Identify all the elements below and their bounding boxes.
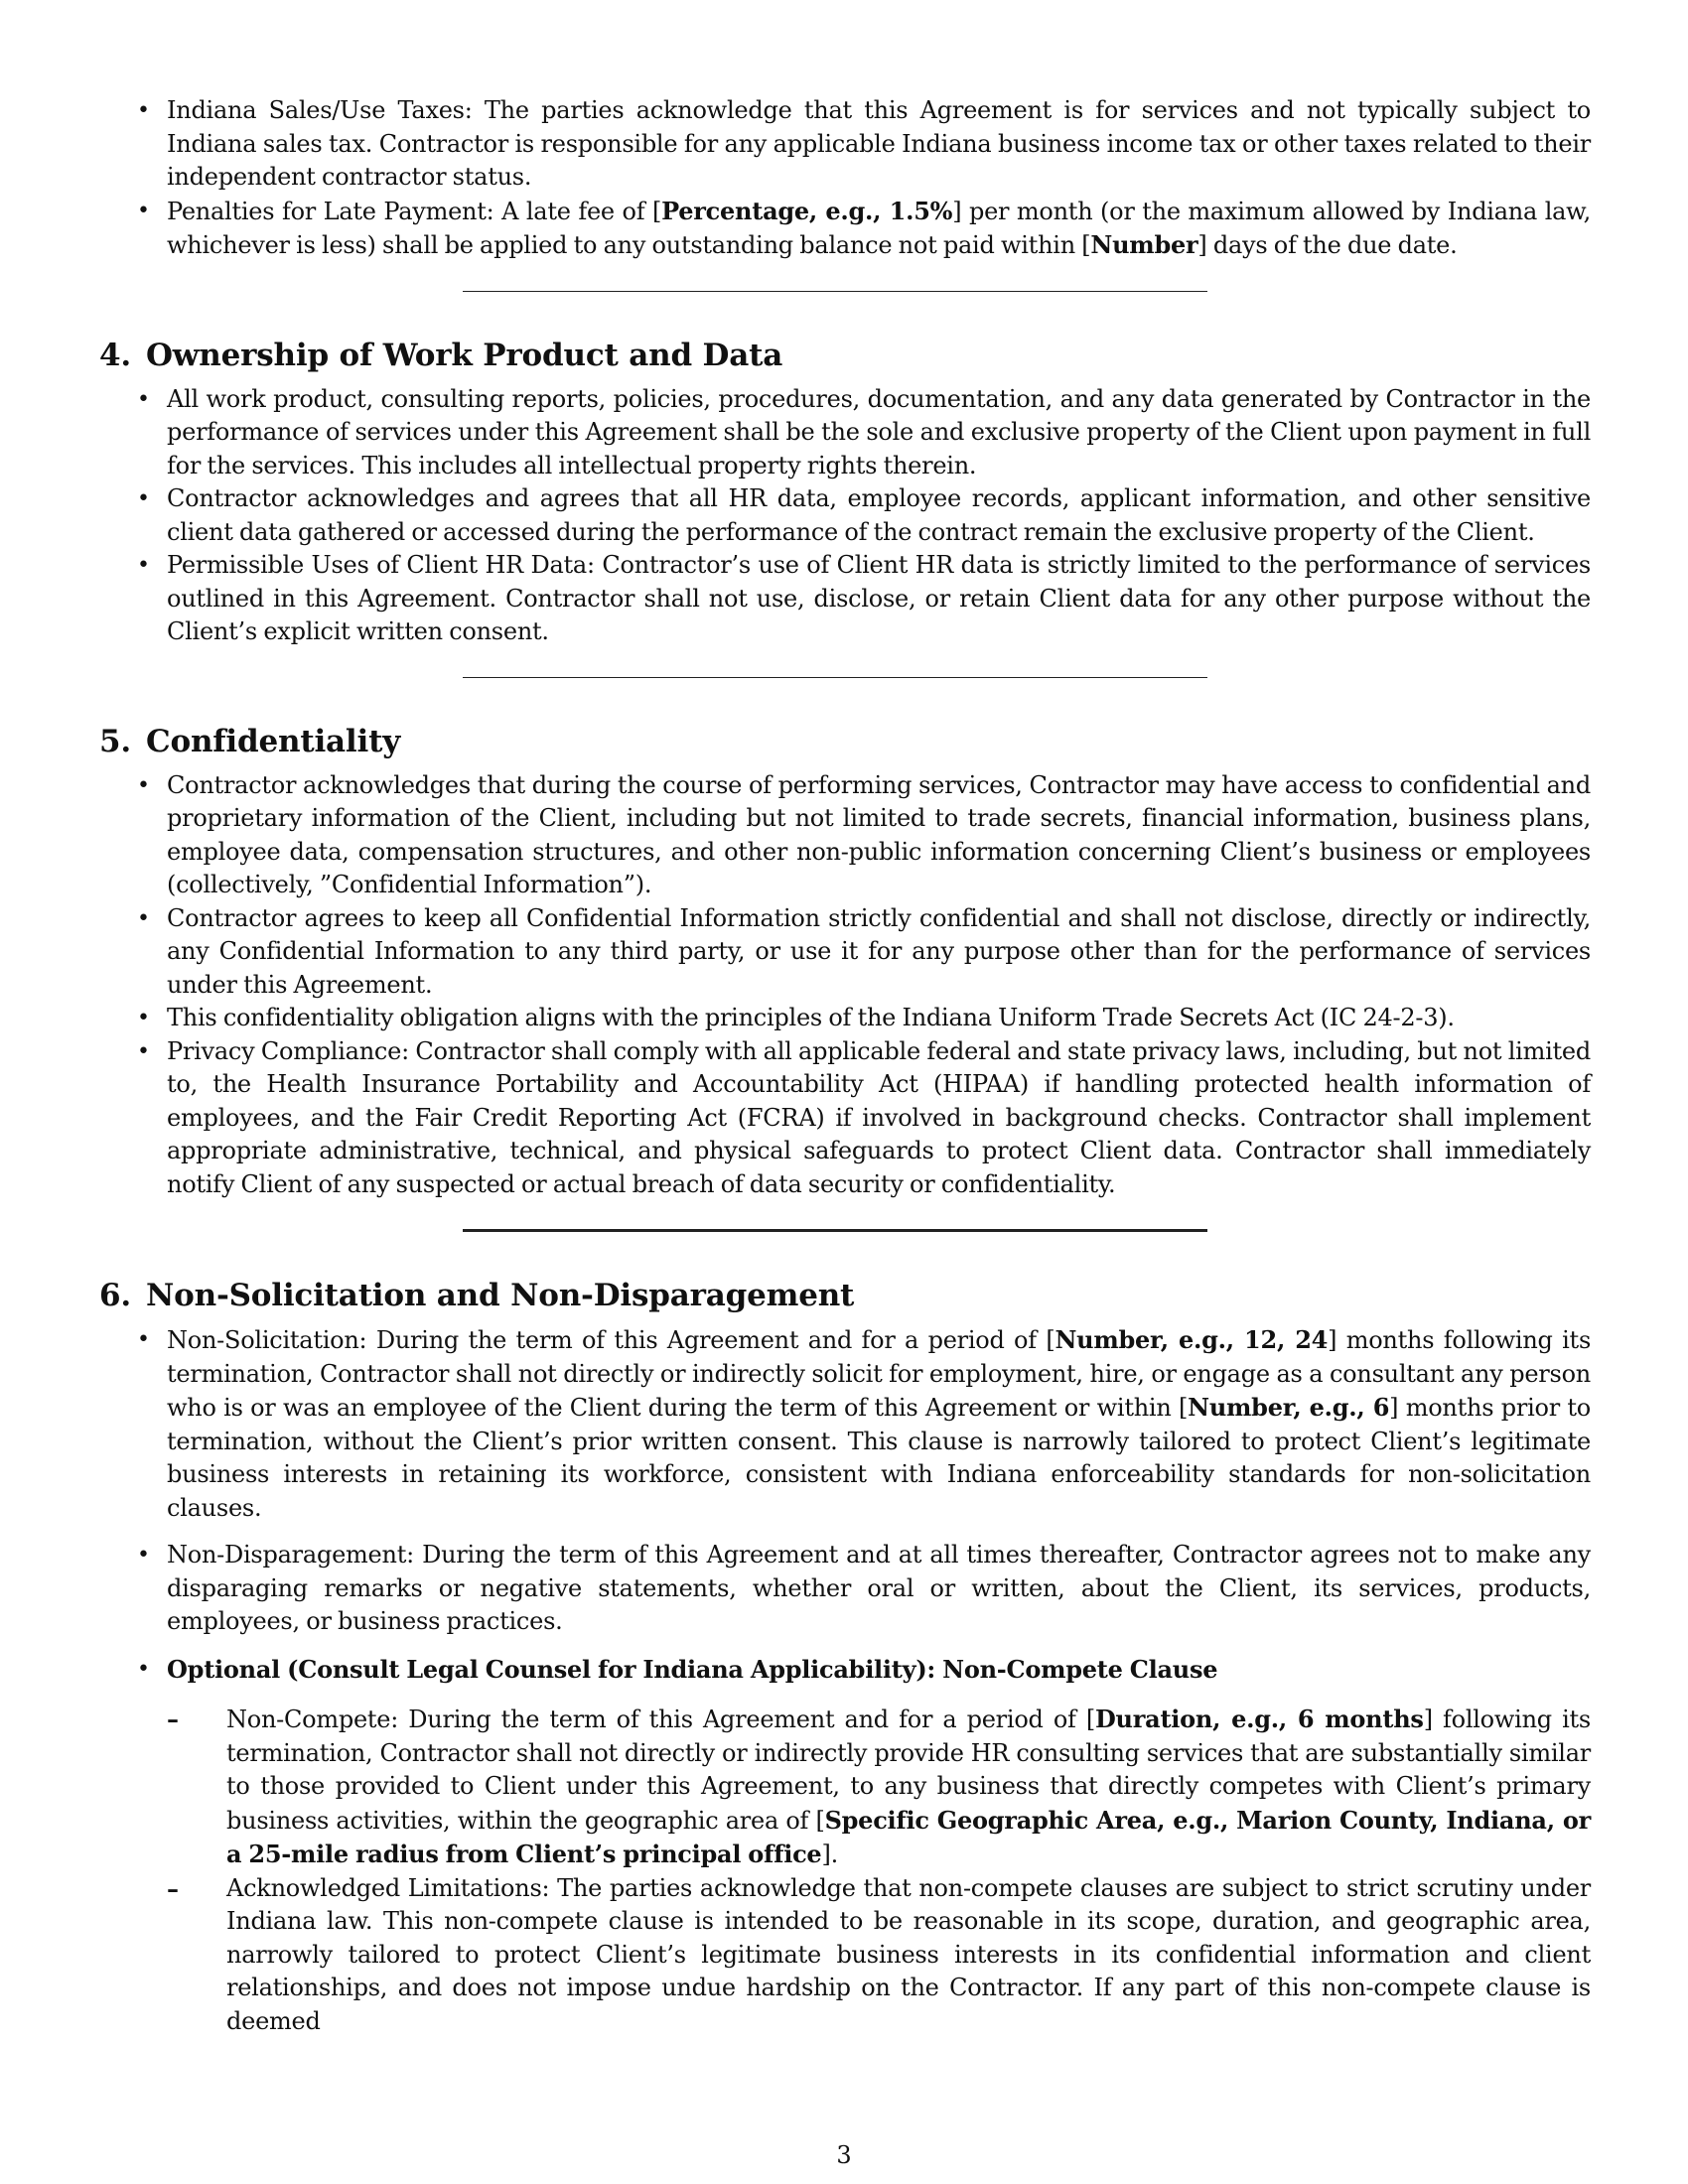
list-item-sales-use-taxes: [99, 94, 1591, 195]
list-item: • Contractor agrees to keep all Confidential Information strictly confidential and shall not disclose, directly or indirectly, any Confidential Information to any third party, or use it for any purpose other than for the performance of services under this Agreement.: [99, 902, 1591, 1003]
list-item: • Contractor acknowledges and agrees that all HR data, employee records, applicant information, and other sensitive client data gathered or accessed during the performance of the contract remain the exclusive property of the Client.: [99, 482, 1591, 549]
list-item: • This confidentiality obligation aligns with the principles of the Indiana Uniform Trade Secrets Act (IC 24-2-3).: [99, 1002, 1591, 1035]
list-item: • Privacy Compliance: Contractor shall comply with all applicable federal and state privacy laws, including, but not limited to, the Health Insurance Portability and Accountability Act (HIPAA) if handling protected health information of employees, and the Fair Credit Reporting Act (FCRA) if involved in background checks. Contractor shall implement appropriate administrative, technical, and physical safeguards to protect Client data. Contractor shall immediately notify Client of any suspected or actual breach of data security or confidentiality.: [99, 1035, 1591, 1202]
section-3-tail-list: [99, 94, 1591, 263]
item-text: Penalties for Late Payment: A late fee of [: [167, 197, 662, 225]
section-number: 6.: [99, 1278, 131, 1313]
sublist-item-non-compete: [167, 1703, 1591, 1872]
section-heading-4: [99, 336, 1591, 375]
section-divider: [463, 291, 1207, 292]
placeholder-number: Number: [1090, 230, 1198, 259]
placeholder-geographic-area: Specific Geographic Area, e.g., Marion County, Indiana, or a 25-mile radius from Client’s principal office: [226, 1805, 1591, 1868]
section-title: Ownership of Work Product and Data: [146, 337, 783, 373]
section-divider: [463, 677, 1207, 678]
list-item-non-compete: [99, 1653, 1591, 2039]
placeholder-duration: Duration, e.g., 6 months: [1094, 1705, 1424, 1733]
section-divider: [463, 1229, 1207, 1232]
item-text: Non-Solicitation: During the term of this Agreement and for a period of [: [167, 1326, 1055, 1354]
list-item-non-solicitation: [99, 1323, 1591, 1525]
item-text: ].: [821, 1841, 838, 1868]
document-page: [99, 94, 1591, 2038]
list-item: • Permissible Uses of Client HR Data: Contractor’s use of Client HR data is strictly limited to the performance of services outlined in this Agreement. Contractor shall not use, disclose, or retain Client data for any other purpose without the Client’s explicit written consent.: [99, 549, 1591, 649]
section-heading-6: [99, 1276, 1591, 1315]
optional-clause-heading: Optional (Consult Legal Counsel for Indiana Applicability): Non-Compete Clause: [167, 1654, 1218, 1684]
list-item-late-payment: [99, 195, 1591, 263]
placeholder-months: Number, e.g., 12, 24: [1055, 1325, 1329, 1354]
list-item-non-disparagement: • Non-Disparagement: During the term of this Agreement and at all times thereafter, Contractor agrees not to make any disparaging remarks or negative statements, whether oral or written, about the Client, its services, products, employees, or business practices.: [99, 1539, 1591, 1639]
non-compete-sublist: [167, 1703, 1591, 2038]
list-item: • Contractor acknowledges that during the course of performing services, Contractor may have access to confidential and proprietary information of the Client, including but not limited to trade secrets, financial information, business plans, employee data, compensation structures, and other non-public information concerning Client’s business or employees (collectively, ”Confidential Information”).: [99, 769, 1591, 902]
section-heading-5: [99, 722, 1591, 761]
item-text: Non-Compete: During the term of this Agreement and for a period of [: [226, 1706, 1095, 1733]
page-number: 3: [836, 2141, 852, 2169]
section-number: 5.: [99, 723, 131, 759]
section-number: 4.: [99, 337, 131, 373]
section-title: Non-Solicitation and Non-Disparagement: [146, 1278, 855, 1313]
item-text: Indiana Sales/Use Taxes: The parties acknowledge that this Agreement is for services and not typically subject to Indiana sales tax. Contractor is responsible for any applicable Indiana business income tax or other taxes related to their independent contractor status.: [167, 96, 1591, 191]
item-text: ] following its termination, Contractor shall not directly or indirectly provide HR consulting services that are substantially similar to those provided to Client under this Agreement, to any business that directly competes with Client’s primary business activities, within the geographic area of [: [226, 1706, 1591, 1835]
item-text: ] per month (or the maximum allowed by Indiana law, whichever is less) shall be applied to any outstanding balance not paid within [: [167, 197, 1592, 259]
list-item: • All work product, consulting reports, policies, procedures, documentation, and any data generated by Contractor in the performance of services under this Agreement shall be the sole and exclusive property of the Client upon payment in full for the services. This includes all intellectual property rights therein.: [99, 383, 1591, 483]
placeholder-months: Number, e.g., 6: [1188, 1393, 1390, 1422]
section-4-list: [99, 383, 1591, 649]
item-text: ] months following its termination, Contractor shall not directly or indirectly solicit for employment, hire, or engage as a consultant any person who is or was an employee of the Client during the term of this Agreement or within [: [167, 1326, 1592, 1422]
section-5-list: [99, 769, 1591, 1202]
sublist-item-limitations: – Acknowledged Limitations: The parties acknowledge that non-compete clauses are subject to strict scrutiny under Indiana law. This non-compete clause is intended to be reasonable in its scope, duration, and geographic area, narrowly tailored to protect Client’s legitimate business interests in its confidential information and client relationships, and does not impose undue hardship on the Contractor. If any part of this non-compete clause is deemed: [167, 1872, 1591, 2039]
item-text: ] months prior to termination, without the Client’s prior written consent. This clause is narrowly tailored to protect Client’s legitimate business interests in retaining its workforce, consistent with Indiana enforceability standards for non-solicitation clauses.: [167, 1394, 1592, 1522]
item-text: ] days of the due date.: [1197, 231, 1458, 259]
section-6-list: [99, 1323, 1591, 2038]
section-title: Confidentiality: [146, 723, 401, 759]
placeholder-percentage: Percentage, e.g., 1.5%: [661, 196, 953, 225]
